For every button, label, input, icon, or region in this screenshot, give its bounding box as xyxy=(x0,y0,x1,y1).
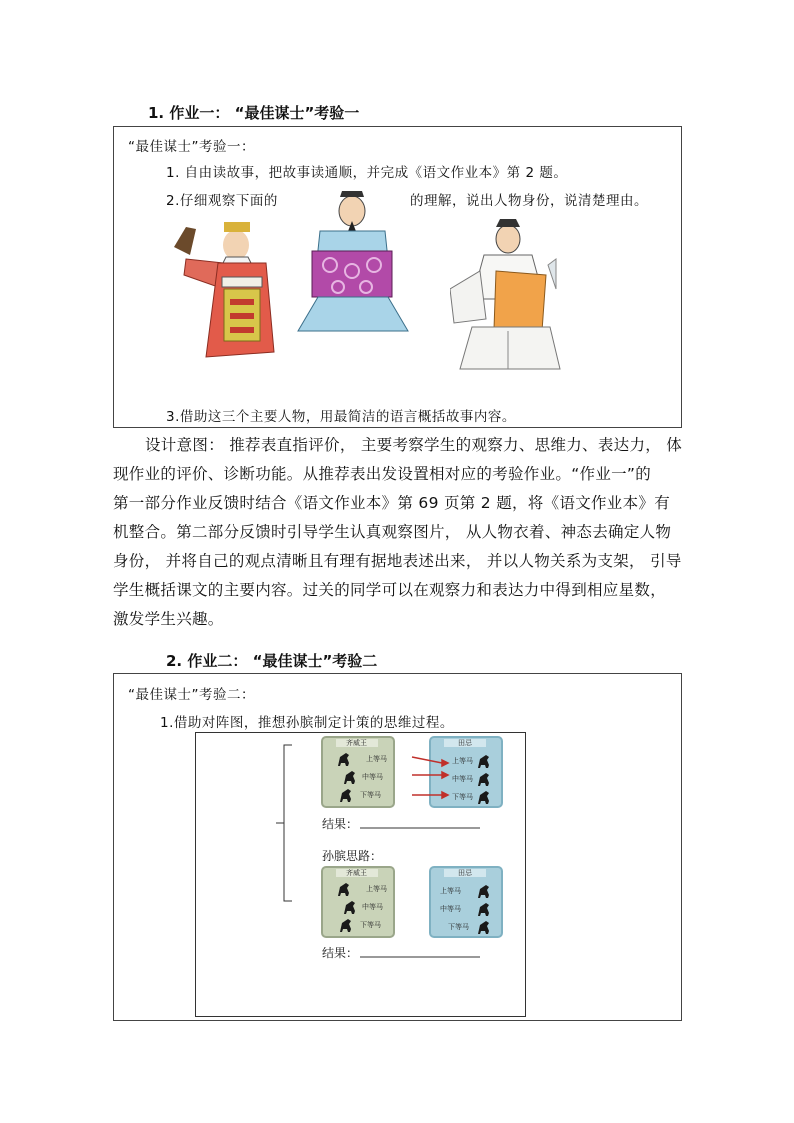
board-tian-horse-label: 中等马 xyxy=(440,905,461,913)
board-king-horse-label: 上等马 xyxy=(366,755,387,763)
design-intent-line: 学生概括课文的主要内容。过关的同学可以在观察力和表达力中得到相应星数， xyxy=(113,581,667,599)
task1-box xyxy=(113,126,682,428)
task1-item-2-right: 的理解，说出人物身份，说清楚理由。 xyxy=(410,193,648,209)
advisor-figure-illustration xyxy=(290,191,410,341)
result-label-top: 结果： xyxy=(322,817,359,831)
task1-item-3: 3.借助这三个主要人物，用最简洁的语言概括故事内容。 xyxy=(166,409,516,425)
design-intent-line: 第一部分作业反馈时结合《语文作业本》第 69 页第 2 题，将《语文作业本》有 xyxy=(113,494,670,512)
king-figure-illustration xyxy=(166,217,281,362)
board-tian-horse-label: 中等马 xyxy=(452,775,473,783)
task2-box-title: “最佳谋士”考验二： xyxy=(128,687,255,703)
board-tian-horse-label: 上等马 xyxy=(440,887,461,895)
design-intent-line: 激发学生兴趣。 xyxy=(113,610,224,628)
board-tian-title-top: 田忌 xyxy=(458,739,472,747)
horse-race-diagram xyxy=(195,732,526,1017)
section2-heading: 2. 作业二： “最佳谋士”考验二 xyxy=(166,652,378,670)
task1-item-1: 1. 自由读故事，把故事读通顺，并完成《语文作业本》第 2 题。 xyxy=(166,165,568,181)
sunbin-thinking-label: 孙膑思路： xyxy=(322,849,383,863)
general-figure-illustration xyxy=(450,219,562,374)
section1-heading: 1. 作业一： “最佳谋士”考验一 xyxy=(148,104,360,122)
board-tian-horse-label: 上等马 xyxy=(452,757,473,765)
design-intent-line: 身份， 并将自己的观点清晰且有理有据地表述出来， 并以人物关系为支架， 引导 xyxy=(113,552,682,570)
diagram-drawing xyxy=(196,733,525,1016)
board-tian-title-bottom: 田忌 xyxy=(458,869,472,877)
task1-item-2-left: 2.仔细观察下面的 xyxy=(166,193,278,209)
board-tian-horse-label: 下等马 xyxy=(452,793,473,801)
design-intent-line: 设计意图： 推荐表直指评价， 主要考察学生的观察力、思维力、表达力， 体 xyxy=(145,436,683,454)
board-king-horse-label: 下等马 xyxy=(360,791,381,799)
design-intent-paragraph xyxy=(113,431,683,634)
design-intent-line: 现作业的评价、诊断功能。从推荐表出发设置相对应的考验作业。“作业一”的 xyxy=(113,465,652,483)
task2-item-1: 1.借助对阵图，推想孙膑制定计策的思维过程。 xyxy=(160,715,454,731)
result-label-bottom: 结果： xyxy=(322,946,359,960)
board-king-horse-label: 上等马 xyxy=(366,885,387,893)
board-king-title-bottom: 齐威王 xyxy=(346,869,367,877)
board-king-horse-label: 中等马 xyxy=(362,773,383,781)
board-king-title-top: 齐威王 xyxy=(346,739,367,747)
board-king-horse-label: 下等马 xyxy=(360,921,381,929)
task1-box-title: “最佳谋士”考验一： xyxy=(128,139,255,155)
board-tian-horse-label: 下等马 xyxy=(448,923,469,931)
board-king-horse-label: 中等马 xyxy=(362,903,383,911)
design-intent-line: 机整合。第二部分反馈时引导学生认真观察图片， 从人物衣着、神态去确定人物 xyxy=(113,523,672,541)
